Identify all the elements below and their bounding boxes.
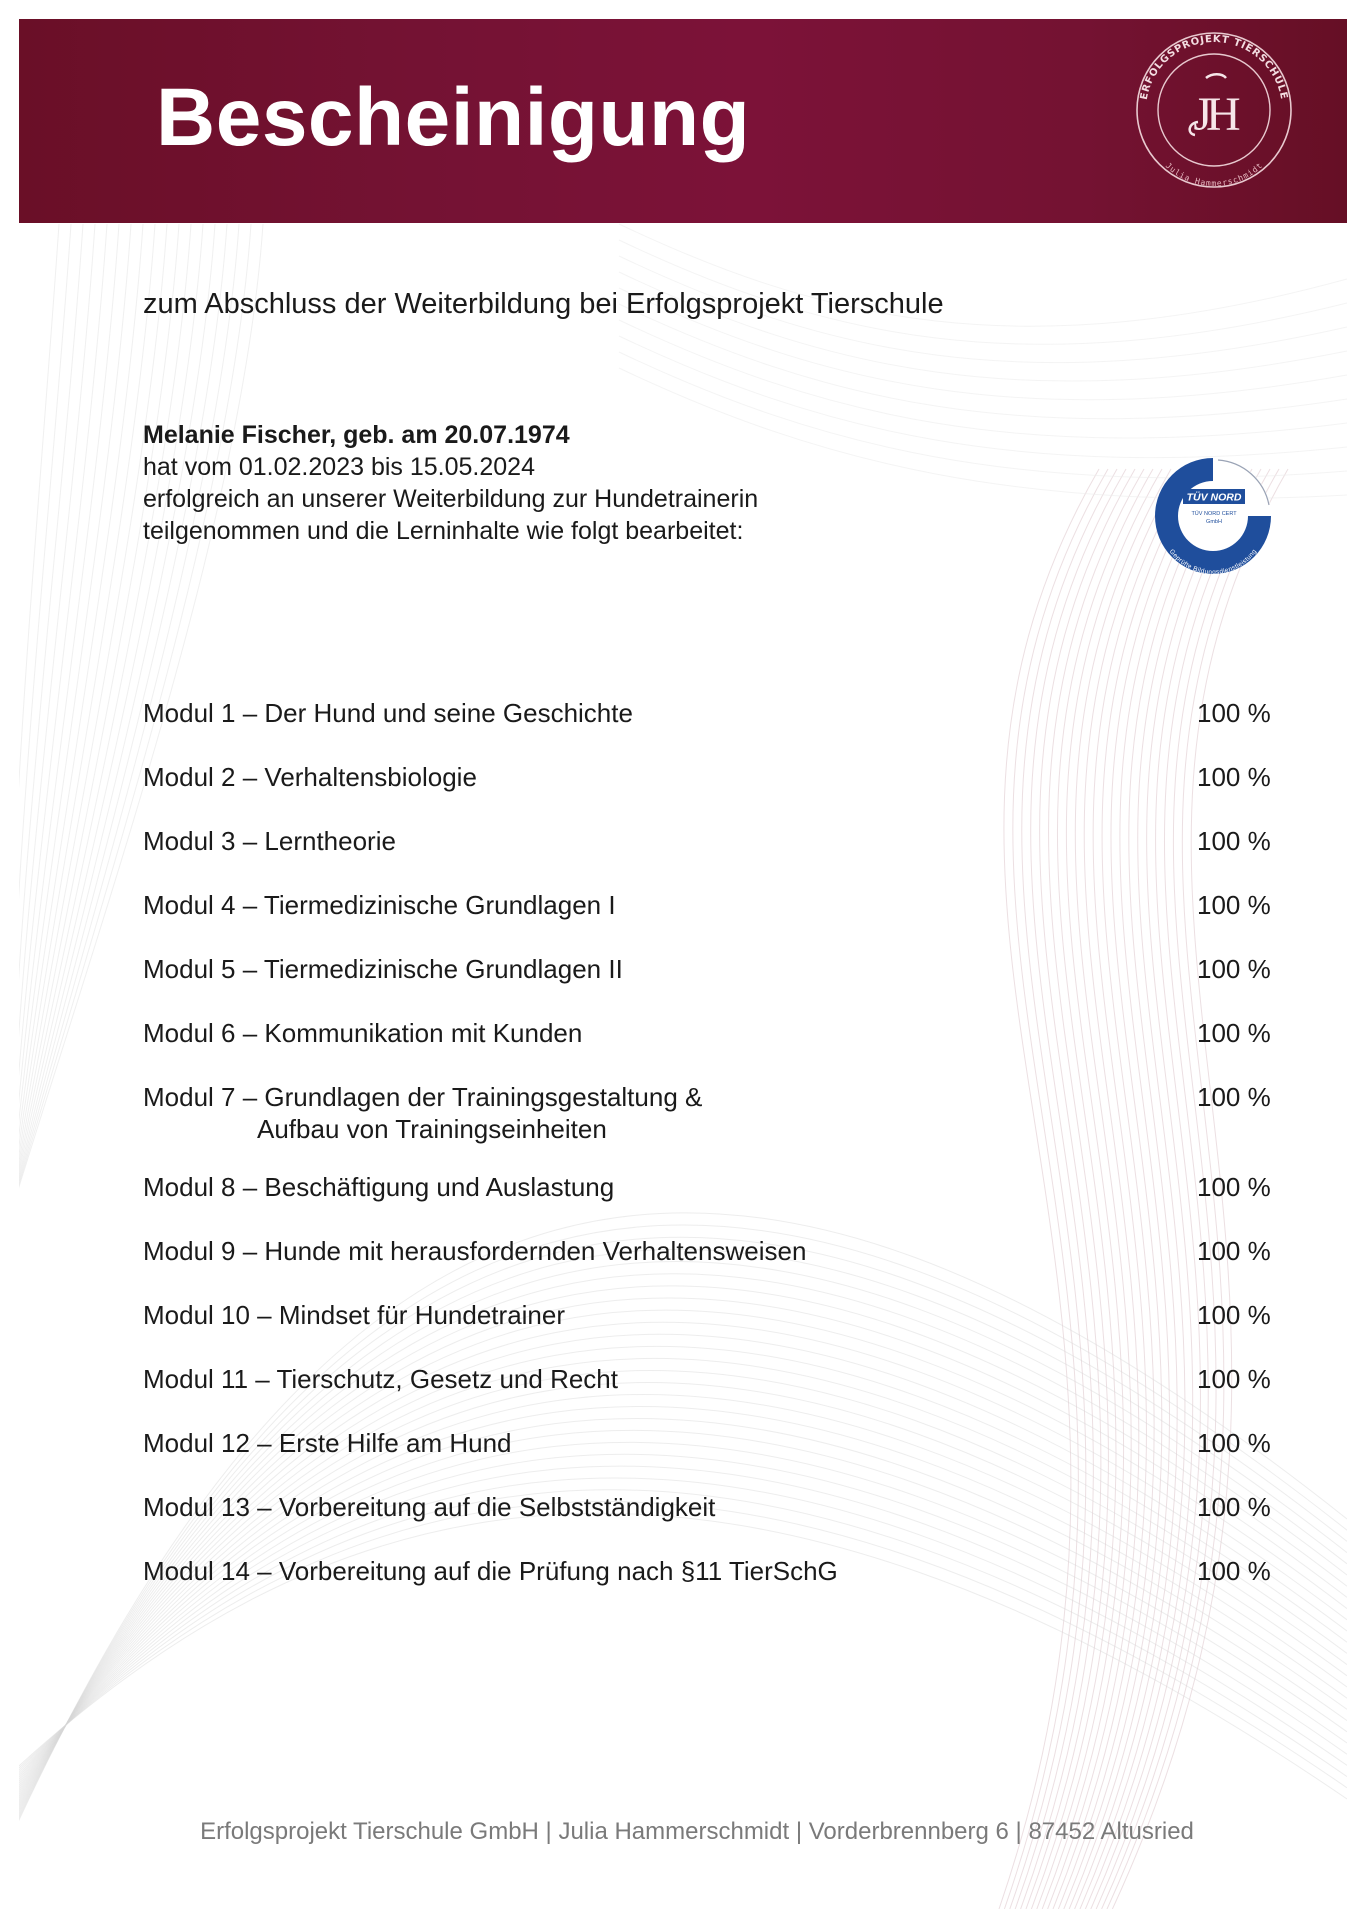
participation-text-1: erfolgreich an unserer Weiterbildung zur Hundetrainerin <box>143 485 759 513</box>
participant-name: Melanie Fischer, geb. am 20.07.1974 <box>143 421 570 449</box>
module-completion-percent: 100 % <box>1197 1172 1271 1202</box>
module-label: Modul 2 – Verhaltensbiologie <box>143 762 477 792</box>
wave-line <box>619 304 1347 419</box>
wave-line <box>19 224 107 1219</box>
module-completion-percent: 100 % <box>1197 1364 1271 1394</box>
tuev-line-1: TÜV NORD CERT <box>1191 511 1237 517</box>
tuev-brand: TÜV NORD <box>1186 491 1242 504</box>
module-label: Modul 12 – Erste Hilfe am Hund <box>143 1428 512 1458</box>
school-logo-seal-icon <box>1134 30 1294 190</box>
certificate-subtitle: zum Abschluss der Weiterbildung bei Erfolgsprojekt Tierschule <box>143 288 944 320</box>
tuev-line-2: GmbH <box>1206 519 1222 525</box>
module-completion-percent: 100 % <box>1197 698 1271 728</box>
module-completion-percent: 100 % <box>1197 1236 1271 1266</box>
participant-block <box>143 419 758 547</box>
wave-line <box>19 224 119 1219</box>
wave-line <box>19 1334 1347 1867</box>
wave-line <box>19 224 143 1219</box>
module-completion-percent: 100 % <box>1197 954 1271 984</box>
module-label: Modul 9 – Hunde mit herausfordernden Verhaltensweisen <box>143 1236 807 1266</box>
wave-line <box>1004 469 1108 1909</box>
module-completion-percent: 100 % <box>1197 890 1271 920</box>
wave-line <box>19 1322 1347 1871</box>
wave-line <box>1031 469 1153 1909</box>
module-label: Modul 3 – Lerntheorie <box>143 826 396 856</box>
module-label: Modul 13 – Vorbereitung auf die Selbstständigkeit <box>143 1492 716 1522</box>
module-completion-percent: 100 % <box>1197 762 1271 792</box>
module-completion-percent: 100 % <box>1197 1300 1271 1330</box>
module-completion-percent: 100 % <box>1197 1428 1271 1458</box>
page-title: Bescheinigung <box>156 72 751 163</box>
module-completion-percent: 100 % <box>1197 1018 1271 1048</box>
wave-line <box>19 1394 1347 1846</box>
wave-line <box>1021 469 1135 1909</box>
logo-monogram: JH <box>1193 88 1235 141</box>
module-label: Modul 10 – Mindset für Hundetrainer <box>143 1300 566 1330</box>
module-completion-percent: 100 % <box>1197 1556 1271 1586</box>
module-completion-percent: 100 % <box>1197 826 1271 856</box>
module-label: Modul 4 – Tiermedizinische Grundlagen I <box>143 890 616 920</box>
wave-line <box>19 1478 1347 1817</box>
module-label: Modul 1 – Der Hund und seine Geschichte <box>143 698 633 728</box>
module-label: Modul 6 – Kommunikation mit Kunden <box>143 1018 583 1048</box>
wave-line <box>1048 469 1180 1909</box>
module-label: Modul 11 – Tierschutz, Gesetz und Recht <box>143 1364 618 1394</box>
wave-line <box>999 469 1099 1909</box>
svg-text:Julia Hammerschmidt <box>1164 161 1264 188</box>
tuev-nord-certification-seal-icon <box>1152 455 1274 577</box>
participation-text-2: teilgenommen und die Lerninhalte wie folgt bearbeitet: <box>143 517 744 545</box>
module-label: Modul 14 – Vorbereitung auf die Prüfung nach §11 TierSchG <box>143 1556 838 1586</box>
tuev-ring-text: Geprüfte Bildungsdienstleistung <box>1168 548 1258 576</box>
wave-line <box>19 224 83 1219</box>
wave-line <box>1064 469 1207 1909</box>
module-completion-percent: 100 % <box>1197 1082 1271 1112</box>
wave-line <box>19 1502 1347 1809</box>
module-label: Modul 7 – Grundlagen der Trainingsgestaltung & <box>143 1082 703 1112</box>
module-label-continuation: Aufbau von Trainingseinheiten <box>257 1114 607 1144</box>
module-label: Modul 8 – Beschäftigung und Auslastung <box>143 1172 615 1202</box>
wave-line <box>1058 469 1198 1909</box>
logo-ring-text-top: ERFOLGSPROJEKT TIERSCHULE <box>1138 33 1290 101</box>
footer-address: Erfolgsprojekt Tierschule GmbH | Julia Hammerschmidt | Vorderbrennberg 6 | 87452 Altusried <box>200 1818 1194 1845</box>
logo-ring-text-bottom: Julia Hammerschmidt <box>1164 160 1264 188</box>
participation-period: hat vom 01.02.2023 bis 15.05.2024 <box>143 453 535 481</box>
module-completion-percent: 100 % <box>1197 1492 1271 1522</box>
module-label: Modul 5 – Tiermedizinische Grundlagen II <box>143 954 623 984</box>
